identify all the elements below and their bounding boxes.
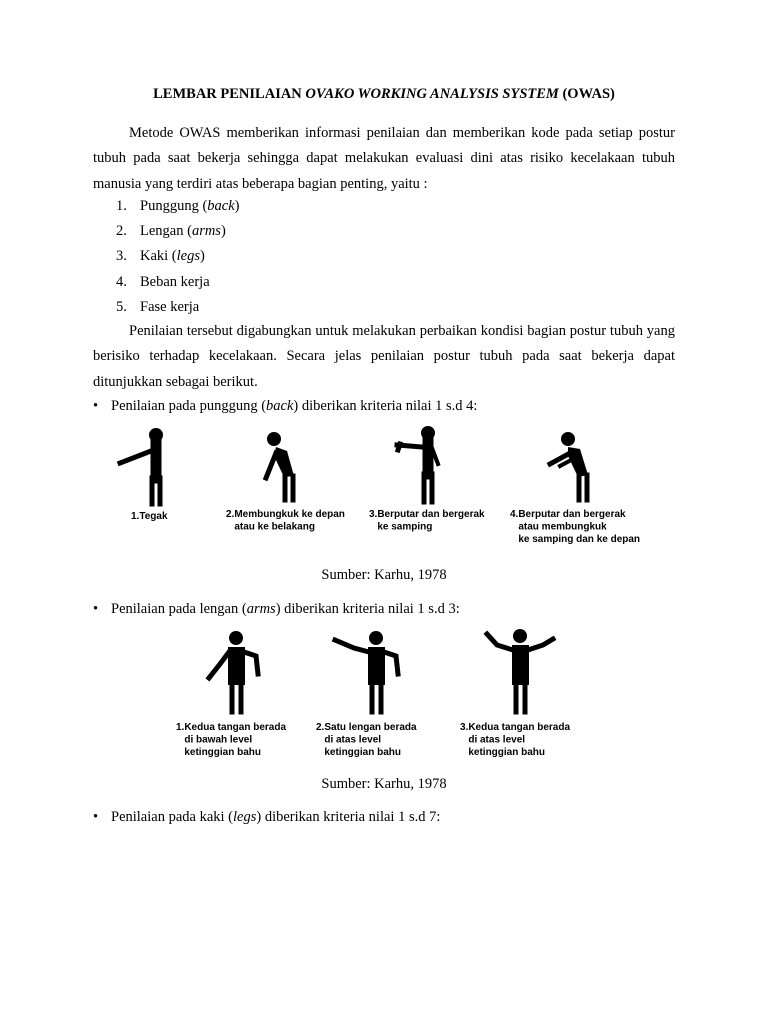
- bullet-back: • Penilaian pada punggung (back) diberikan kriteria nilai 1 s.d 4:: [93, 398, 478, 414]
- back-caption-1: 1.Tegak: [131, 511, 168, 522]
- arms-caption-3: 3.Kedua tangan berada di atas level ketinggian bahu: [460, 722, 571, 758]
- bullet-legs: • Penilaian pada kaki (legs) diberikan kriteria nilai 1 s.d 7:: [93, 809, 441, 825]
- back-caption-3: 3.Berputar dan bergerak ke samping: [369, 509, 485, 533]
- one-arm-above-shoulder-icon: [335, 631, 398, 712]
- list-item: 2. Lengan (arms): [116, 223, 226, 240]
- bullet-dot: •: [93, 809, 99, 825]
- list-item: 4. Beban kerja: [116, 273, 210, 290]
- body-parts-list: [116, 194, 240, 320]
- list-item: 1. Punggung (back): [116, 198, 240, 214]
- posture-upright-icon: [120, 428, 163, 504]
- arms-caption-2: 2.Satu lengan berada di atas level ketinggian bahu: [316, 722, 417, 758]
- intro-paragraph: Metode OWAS memberikan informasi penilaian dan memberikan kode pada setiap postur tubuh pada saat bekerja sehingga dapat melakukan evaluasi dini atas risiko kecelakaan tubuh manusia yang terdiri atas beberapa bagian penting, yaitu :: [93, 125, 675, 192]
- both-arms-above-shoulder-icon: [487, 629, 553, 712]
- document-title: [0, 86, 768, 103]
- list-item: 3. Kaki (legs): [116, 248, 205, 265]
- back-caption-2: 2.Membungkuk ke depan atau ke belakang: [226, 509, 345, 533]
- list-item: 5. Fase kerja: [116, 298, 200, 315]
- title-prefix: LEMBAR PENILAIAN: [153, 86, 306, 102]
- arms-caption-1: 1.Kedua tangan berada di bawah level ketinggian bahu: [176, 722, 287, 758]
- title-abbr: OWAS: [567, 86, 611, 102]
- arms-posture-figure: [0, 622, 768, 764]
- back-posture-figure: [0, 420, 768, 550]
- source-arms: Sumber: Karhu, 1978: [321, 776, 447, 792]
- title-italic: OVAKO WORKING ANALYSIS SYSTEM: [305, 86, 559, 102]
- title-paren-open: (: [558, 86, 568, 102]
- source-back: Sumber: Karhu, 1978: [321, 567, 447, 583]
- back-caption-4: 4.Berputar dan bergerak atau membungkuk ke samping dan ke depan: [510, 509, 641, 545]
- title-paren-close: ): [610, 86, 615, 102]
- bullet-arms: • Penilaian pada lengan (arms) diberikan kriteria nilai 1 s.d 3:: [93, 601, 460, 617]
- bullet-dot: •: [93, 601, 99, 617]
- posture-twisted-icon: [397, 426, 438, 502]
- posture-bent-icon: [266, 432, 294, 500]
- summary-paragraph: Penilaian tersebut digabungkan untuk melakukan perbaikan kondisi bagian postur tubuh yang berisiko terhadap kecelakaan. Secara jelas penilaian postur tubuh pada saat bekerja dapat ditunjukkan sebagai berikut.: [93, 323, 675, 390]
- bullet-dot: •: [93, 398, 99, 414]
- arms-below-shoulder-icon: [209, 631, 258, 712]
- posture-twisted-bent-icon: [550, 432, 588, 500]
